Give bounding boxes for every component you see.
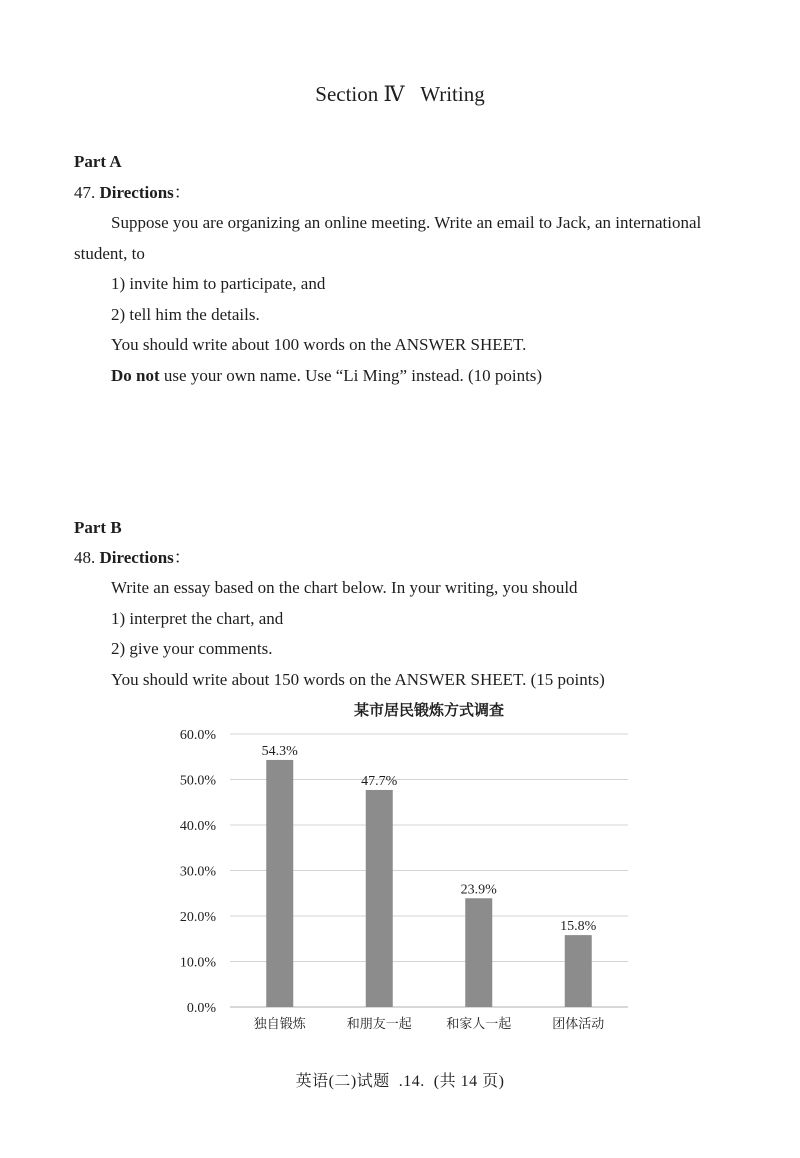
part-a-point2: 2) tell him the details. [111,305,260,324]
x-tick-label: 独自锻炼 [253,1017,306,1032]
directions-label: Directions [99,183,174,202]
name-note-text: use your own name. Use “Li Ming” instead. (10 points) [159,366,543,385]
exercise-survey-chart [150,695,650,1045]
section-title: Section Ⅳ Writing [315,82,485,106]
bar [266,760,293,1007]
directions-colon: ： [173,548,191,567]
y-tick-label: 30.0% [179,864,216,880]
part-a-intro-line2: student, to [74,244,145,263]
y-tick-label: 60.0% [179,728,216,743]
question-number: 47. [74,183,100,202]
y-tick-label: 0.0% [186,1001,216,1016]
part-a-intro-line1: Suppose you are organizing an online meeting. Write an email to Jack, an international [111,213,702,232]
bar [366,790,393,1007]
x-tick-label: 和朋友一起 [346,1017,412,1032]
y-tick-label: 20.0% [179,910,216,925]
part-b-directions [74,548,191,568]
data-label: 54.3% [261,743,298,759]
question-number: 48. [74,548,100,567]
directions-colon: ： [173,183,191,202]
part-b-point1: 1) interpret the chart, and [111,609,284,628]
y-tick-label: 50.0% [179,773,216,789]
data-label: 47.7% [361,773,398,789]
data-label: 23.9% [460,882,497,898]
part-a-point1: 1) invite him to participate, and [111,274,326,293]
part-b-point2: 2) give your comments. [111,639,273,658]
do-not-emphasis: Do not [111,366,160,385]
data-label: 15.8% [560,919,597,935]
y-tick-label: 40.0% [179,819,216,834]
part-a-name-note [111,366,542,386]
part-b-heading: Part B [74,518,122,537]
part-a-directions [74,183,191,203]
x-tick-label: 团体活动 [552,1017,605,1032]
part-b-words-note: You should write about 150 words on the ANSWER SHEET. (15 points) [111,670,605,689]
bar [565,935,592,1007]
part-b-intro: Write an essay based on the chart below. In your writing, you should [111,578,578,597]
y-tick-label: 10.0% [179,955,216,971]
part-a-heading: Part A [74,152,122,171]
part-a-words-note: You should write about 100 words on the ANSWER SHEET. [111,335,527,354]
chart-title: 某市居民锻炼方式调查 [353,701,505,719]
directions-label: Directions [99,548,174,567]
x-tick-label: 和家人一起 [446,1017,512,1032]
page-footer: 英语(二)试题 .14. (共 14 页) [295,1073,505,1090]
bar [465,898,492,1007]
